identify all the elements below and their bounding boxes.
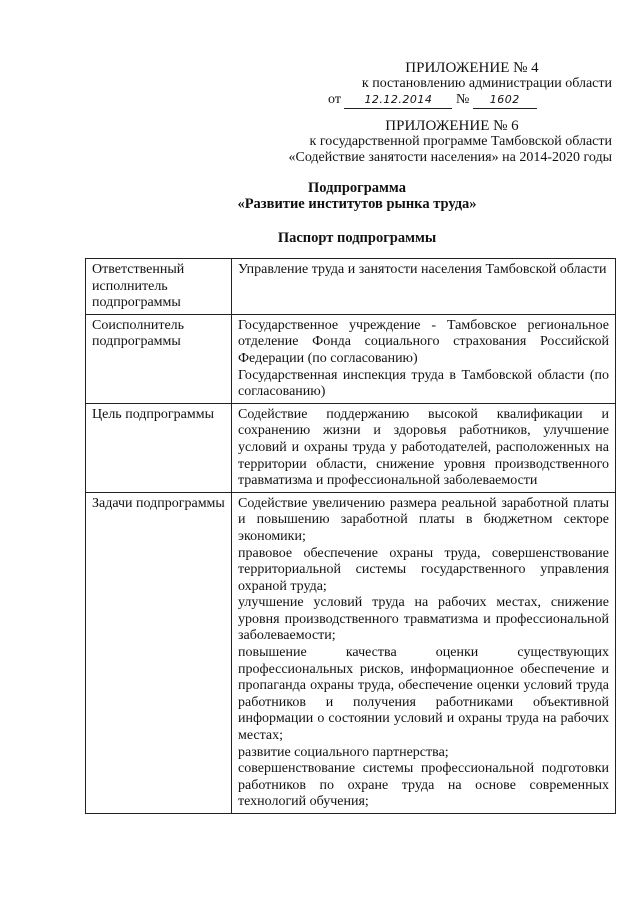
table-row xyxy=(86,314,616,403)
annex-4-title: ПРИЛОЖЕНИЕ № 4 xyxy=(405,60,539,76)
annex-6-program-line: к государственной программе Тамбовской области xyxy=(309,134,612,149)
row-content xyxy=(232,259,616,315)
row-paragraph: Государственная инспекция труда в Тамбовской области (по согласованию) xyxy=(238,367,609,400)
subprogram-heading xyxy=(0,180,640,212)
annex-4-header xyxy=(292,60,612,109)
row-content xyxy=(232,314,616,403)
row-paragraph: развитие социального партнерства; xyxy=(238,744,449,760)
table-row xyxy=(86,259,616,315)
subprogram-name: «Развитие институтов рынка труда» xyxy=(237,196,477,212)
table-row xyxy=(86,403,616,492)
passport-title: Паспорт подпрограммы xyxy=(277,230,437,246)
row-paragraph: Содействие увеличению размера реальной заработной платы и повышению заработной платы в бюджетном секторе экономики; xyxy=(238,495,609,544)
passport-table xyxy=(85,258,616,814)
row-paragraph: повышение качества оценки существующих профессиональных рисков, информационное обеспечение и пропаганда охраны труда, обеспечение оценки условий труда работников и получения работниками объективной информации о состоянии условий и охраны труда на рабочих местах; xyxy=(238,645,609,744)
table-row xyxy=(86,492,616,813)
handwritten-number: 1602 xyxy=(473,92,537,109)
annex-6-header xyxy=(232,118,612,166)
handwritten-date: 12.12.2014 xyxy=(344,92,452,109)
annex-4-date-row xyxy=(292,92,612,109)
row-label: Цель подпрограммы xyxy=(86,403,232,492)
annex-6-title: ПРИЛОЖЕНИЕ № 6 xyxy=(385,118,519,134)
row-paragraph: улучшение условий труда на рабочих местах, снижение уровня производственного травматизма и профессиональной заболеваемости; xyxy=(238,595,609,644)
row-content xyxy=(232,403,616,492)
number-sign: № xyxy=(455,92,470,107)
row-label: Задачи подпрограммы xyxy=(86,492,232,813)
row-content xyxy=(232,492,616,813)
row-paragraph: Содействие поддержанию высокой квалификации и сохранению жизни и здоровья работников, улучшение условий и охраны труда у работодателей, расположенных на территории области, снижение уровня производственного травматизма и профессиональной заболеваемости xyxy=(238,406,609,489)
row-label: Ответственный исполнитель подпрограммы xyxy=(86,259,232,315)
annex-6-program-name: «Содействие занятости населения» на 2014-2020 годы xyxy=(288,150,612,165)
row-paragraph: правовое обеспечение охраны труда, совершенствование территориальной системы государственного управления охраной труда; xyxy=(238,545,609,594)
row-label: Соисполнитель подпрограммы xyxy=(86,314,232,403)
row-paragraph: совершенствование системы профессиональной подготовки работников по охране труда на основе современных технологий обучения; xyxy=(238,761,609,810)
subprogram-label: Подпрограмма xyxy=(308,180,406,196)
row-paragraph: Управление труда и занятости населения Тамбовской области xyxy=(238,262,607,277)
annex-4-resolution-line: к постановлению администрации области xyxy=(361,76,612,91)
date-prefix: от xyxy=(328,92,341,107)
row-paragraph: Государственное учреждение - Тамбовское региональное отделение Фонда социального страхования Российской Федерации (по согласованию) xyxy=(238,317,609,366)
